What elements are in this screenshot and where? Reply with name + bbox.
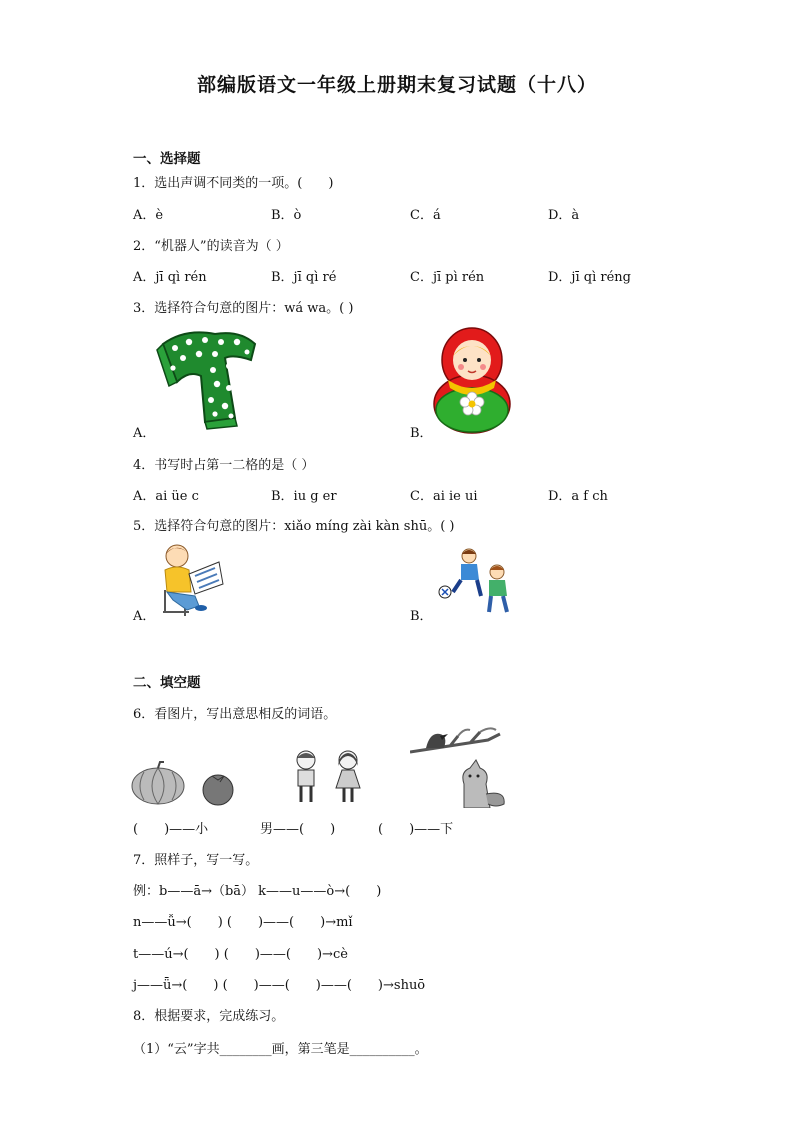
q2-option-b[interactable]: B．jī qì ré [271, 270, 337, 285]
pumpkin-and-tomato-image [130, 760, 240, 806]
page-title: 部编版语文一年级上册期末复习试题（十八） [196, 74, 597, 96]
q1-option-a[interactable]: A．è [133, 208, 164, 223]
q7-example-line[interactable]: 例：b——ā→（bā） k——u——ò→( ) [133, 884, 382, 899]
q7-line-2[interactable]: t——ú→( ) ( )——( )→cè [133, 947, 348, 962]
q5-option-a[interactable]: A． [133, 609, 156, 624]
matryoshka-doll-image [432, 326, 512, 434]
q4-option-a[interactable]: A．ai üe c [133, 489, 199, 504]
q3-option-a[interactable]: A． [133, 426, 156, 441]
section-heading-fill: 二、填空题 [133, 675, 201, 691]
q4-option-b[interactable]: B．iu g er [271, 489, 337, 504]
q1-option-c[interactable]: C．á [410, 208, 441, 223]
q4-option-c[interactable]: C．ai ie ui [410, 489, 478, 504]
q2-option-a[interactable]: A．jī qì rén [133, 270, 207, 285]
question-6: 6．看图片，写出意思相反的词语。 [133, 707, 337, 722]
question-4: 4．书写时占第一二格的是（ ） [133, 458, 315, 473]
q1-option-d[interactable]: D．à [548, 208, 580, 223]
bird-and-fox-image [410, 724, 510, 808]
question-2: 2．“机器人”的读音为（ ） [133, 239, 289, 254]
q6-answer-up-down[interactable]: ( )——下 [378, 822, 454, 837]
q5-option-b[interactable]: B． [410, 609, 433, 624]
question-5: 5．选择符合句意的图片：xiǎo míng zài kàn shū。( ) [133, 519, 455, 534]
q8-subquestion-1[interactable]: （1）“云”字共________画，第三笔是__________。 [133, 1042, 428, 1057]
boy-and-girl-image [290, 748, 370, 806]
q6-answer-big-small[interactable]: ( )——小 [133, 822, 209, 837]
q2-option-d[interactable]: D．jī qì réng [548, 270, 631, 285]
scarf-image [155, 326, 260, 430]
q2-option-c[interactable]: C．jī pì rén [410, 270, 485, 285]
q4-option-d[interactable]: D．a f ch [548, 489, 608, 504]
question-3: 3．选择符合句意的图片：wá wa。( ) [133, 301, 354, 316]
q3-option-b[interactable]: B． [410, 426, 433, 441]
boy-reading-image [155, 540, 227, 618]
q6-answer-male-female[interactable]: 男——( ) [260, 822, 336, 837]
q1-option-b[interactable]: B．ò [271, 208, 302, 223]
section-heading-choice: 一、选择题 [133, 151, 201, 167]
question-8: 8．根据要求，完成练习。 [133, 1009, 285, 1024]
q7-line-3[interactable]: j——ǖ→( ) ( )——( )——( )→shuō [133, 978, 426, 993]
question-7: 7．照样子，写一写。 [133, 853, 259, 868]
kids-playing-football-image [437, 546, 513, 618]
question-1: 1．选出声调不同类的一项。( ) [133, 176, 334, 191]
q7-line-1[interactable]: n——ǚ→( ) ( )——( )→mǐ [133, 915, 353, 930]
